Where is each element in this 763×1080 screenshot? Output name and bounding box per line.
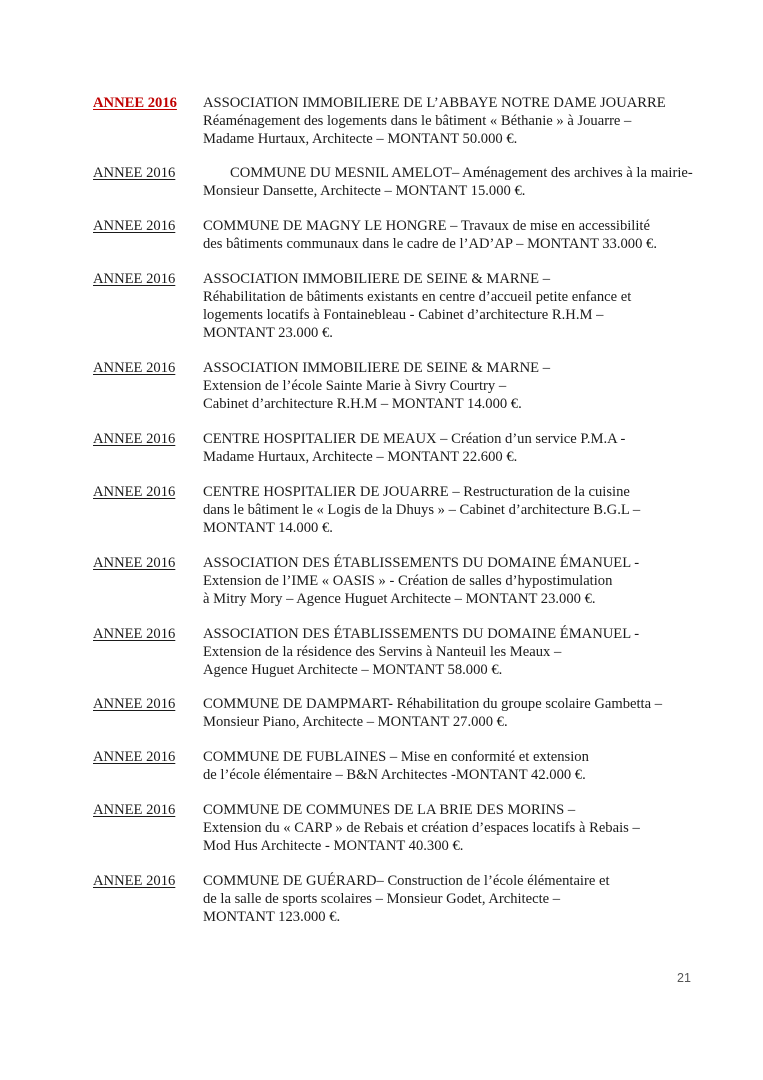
entry-line: Réaménagement des logements dans le bâtiment « Béthanie » à Jouarre – [203, 113, 632, 129]
entry-text [203, 430, 703, 466]
entry-line: COMMUNE DE GUÉRARD– Construction de l’école élémentaire et [203, 873, 610, 889]
entry-line: CENTRE HOSPITALIER DE MEAUX – Création d’un service P.M.A - [203, 431, 626, 447]
entry-line: ASSOCIATION IMMOBILIERE DE L’ABBAYE NOTRE DAME JOUARRE [203, 95, 666, 111]
entry-text [203, 94, 703, 148]
entry-text [203, 801, 703, 855]
entry-line: MONTANT 123.000 €. [203, 909, 341, 925]
entry-year: ANNEE 2016 [93, 873, 176, 889]
entry-line: des bâtiments communaux dans le cadre de l’AD’AP – MONTANT 33.000 €. [203, 236, 657, 252]
entry-year: ANNEE 2016 [93, 271, 176, 287]
entry-line: ASSOCIATION DES ÉTABLISSEMENTS DU DOMAINE ÉMANUEL - [203, 555, 640, 571]
entry-text [203, 217, 703, 253]
entry-text [203, 164, 703, 200]
entry-line: MONTANT 14.000 €. [203, 520, 333, 536]
entry-line: COMMUNE DE FUBLAINES – Mise en conformité et extension [203, 749, 589, 765]
entry-line: COMMUNE DE MAGNY LE HONGRE – Travaux de mise en accessibilité [203, 218, 650, 234]
entry-line: logements locatifs à Fontainebleau - Cabinet d’architecture R.H.M – [203, 307, 604, 323]
entry-text [203, 695, 703, 731]
entry-year: ANNEE 2016 [93, 431, 176, 447]
entry-line: à Mitry Mory – Agence Huguet Architecte – MONTANT 23.000 €. [203, 591, 596, 607]
entry-line: de l’école élémentaire – B&N Architectes -MONTANT 42.000 €. [203, 767, 586, 783]
entry-year: ANNEE 2016 [93, 360, 176, 376]
entry-year: ANNEE 2016 [93, 555, 176, 571]
entry-year: ANNEE 2016 [93, 165, 176, 181]
entry-line: MONTANT 23.000 €. [203, 325, 333, 341]
entry-text [203, 625, 703, 679]
entry-text [203, 554, 703, 608]
entry-line: CENTRE HOSPITALIER DE JOUARRE – Restructuration de la cuisine [203, 484, 630, 500]
entry-line: ASSOCIATION IMMOBILIERE DE SEINE & MARNE – [203, 271, 550, 287]
entry-text [203, 872, 703, 926]
page-number: 21 [677, 971, 691, 985]
entry-text [203, 270, 703, 342]
entry-year: ANNEE 2016 [93, 626, 176, 642]
entry-year: ANNEE 2016 [93, 95, 177, 111]
entry-year: ANNEE 2016 [93, 749, 176, 765]
entry-line: de la salle de sports scolaires – Monsieur Godet, Architecte – [203, 891, 561, 907]
entry-text [203, 359, 703, 413]
entry-year: ANNEE 2016 [93, 218, 176, 234]
entry-line: Réhabilitation de bâtiments existants en centre d’accueil petite enfance et [203, 289, 632, 305]
entry-line: Madame Hurtaux, Architecte – MONTANT 50.000 €. [203, 131, 518, 147]
entry-line: Extension de l’école Sainte Marie à Sivry Courtry – [203, 378, 507, 394]
entry-year: ANNEE 2016 [93, 696, 176, 712]
entry-line: Extension de la résidence des Servins à Nanteuil les Meaux – [203, 644, 562, 660]
entry-year: ANNEE 2016 [93, 802, 176, 818]
entry-line: ASSOCIATION IMMOBILIERE DE SEINE & MARNE – [203, 360, 550, 376]
entry-line: Cabinet d’architecture R.H.M – MONTANT 14.000 €. [203, 396, 522, 412]
entry-line: COMMUNE DE COMMUNES DE LA BRIE DES MORINS – [203, 802, 576, 818]
entry-line: COMMUNE DU MESNIL AMELOT– Aménagement des archives à la mairie- [230, 165, 693, 181]
entry-line: ASSOCIATION DES ÉTABLISSEMENTS DU DOMAINE ÉMANUEL - [203, 626, 640, 642]
entry-line: Extension de l’IME « OASIS » - Création de salles d’hypostimulation [203, 573, 613, 589]
entry-line: Madame Hurtaux, Architecte – MONTANT 22.600 €. [203, 449, 518, 465]
entry-year: ANNEE 2016 [93, 484, 176, 500]
entry-line: Monsieur Piano, Architecte – MONTANT 27.000 €. [203, 714, 508, 730]
entry-line: COMMUNE DE DAMPMART- Réhabilitation du groupe scolaire Gambetta – [203, 696, 663, 712]
entry-text [203, 483, 703, 537]
entry-line: dans le bâtiment le « Logis de la Dhuys » – Cabinet d’architecture B.G.L – [203, 502, 641, 518]
entry-line: Agence Huguet Architecte – MONTANT 58.000 €. [203, 662, 503, 678]
entry-line: Monsieur Dansette, Architecte – MONTANT 15.000 €. [203, 183, 526, 199]
entry-text [203, 748, 703, 784]
entry-line: Extension du « CARP » de Rebais et création d’espaces locatifs à Rebais – [203, 820, 640, 836]
entry-line: Mod Hus Architecte - MONTANT 40.300 €. [203, 838, 464, 854]
